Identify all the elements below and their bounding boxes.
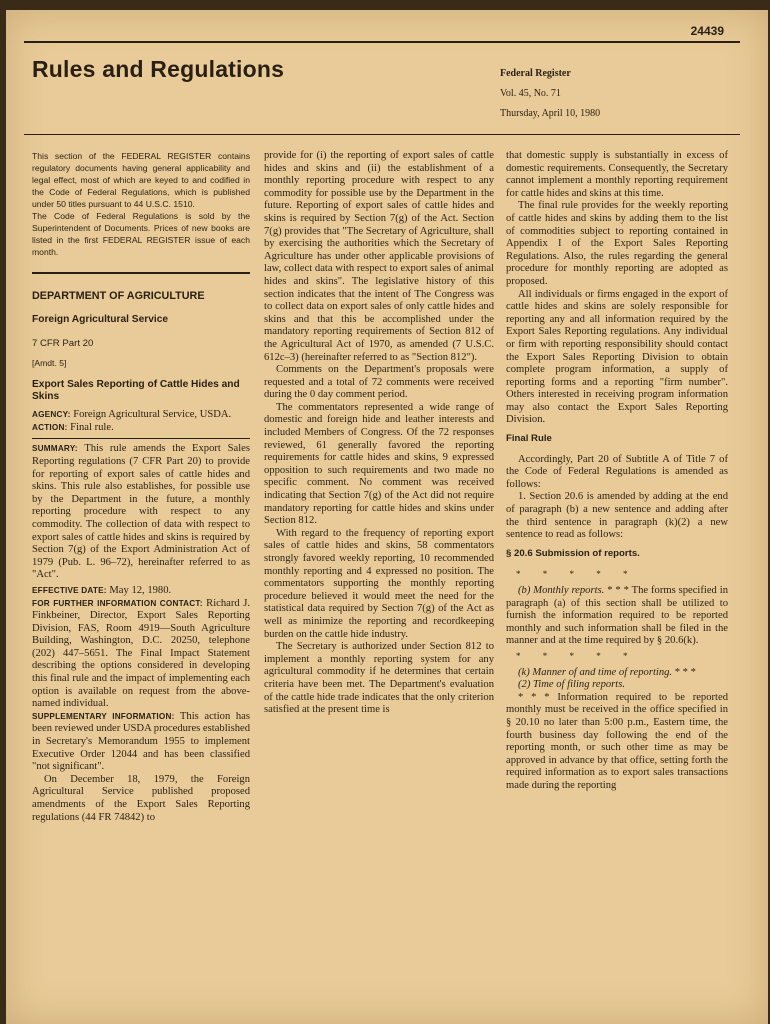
effective-block: [32, 585, 250, 598]
paragraph: 1. Section 20.6 is amended by adding at the end of paragraph (b) a new sentence and adding after the third sentence in paragraph (k)(2) a new sentence to read as follows:: [506, 491, 728, 541]
contact-label: FOR FURTHER INFORMATION CONTACT:: [32, 598, 203, 608]
document-page: [6, 10, 768, 1024]
paragraph: Comments on the Department's proposals were requested and a total of 72 comments were received during the 0 day comment period.: [264, 364, 494, 401]
supplementary-label: SUPPLEMENTARY INFORMATION:: [32, 711, 175, 721]
paragraph-b: [506, 585, 728, 648]
paragraph: All individuals or firms engaged in the export of cattle hides and skins are solely responsible for reporting any and all information required by the Export Sales Reporting regulations. Any individual or firm with reporting responsibility should contact the Export Sales Reporting Division to obtain complete program information, a supply of reporting forms and a reporting "firm number". Others interested in receiving program information may also contact the Export Sales Reporting Division.: [506, 288, 728, 426]
paragraph: provide for (i) the reporting of export sales of cattle hides and skins and (ii) the establishment of a monthly reporting procedure with respect to any commodity for possible use by the Department in the future. Reporting of export sales of cattle hides and skins is required by Section 7(g) of the Act. Section 7(g) provides that "The Secretary of Agriculture, shall by exercising the authorities which the Secretary of Agriculture has under other applicable provisions of law, collect data with respect to export sales of animal hides and skins". The legislative history of this section indicates that the intent of The Congress was to collect data on export sales of only cattle hides and skins and that this be accomplished under the mandatory reporting requirements of Section 812 of the Agricultural Act of 1970, as amended (7 U.S.C. 612c–3) (hereinafter referred to as "Section 812").: [264, 150, 494, 363]
paragraph-k-heading: (k) Manner of and time of reporting.: [518, 666, 673, 678]
summary-label: SUMMARY:: [32, 444, 78, 454]
summary-rule: [32, 438, 250, 439]
effective-text: May 12, 1980.: [109, 584, 172, 596]
masthead-publication: Federal Register: [500, 68, 571, 79]
department-heading: DEPARTMENT OF AGRICULTURE: [32, 290, 205, 302]
action-block: [32, 422, 250, 435]
section-heading: § 20.6 Submission of reports.: [506, 547, 640, 559]
column-3: [506, 150, 728, 1020]
masthead-volume: Vol. 45, No. 71: [500, 88, 561, 99]
paragraph-k2-heading: (2) Time of filing reports.: [518, 679, 626, 691]
paragraph: The Secretary is authorized under Section 812 to implement a monthly reporting system for any agricultural commodity if he determines that certain criteria have been met. The Department's evaluation of the cattle hide trade indicates that the only criterion satisfied at the present time is: [264, 641, 494, 716]
paragraph-b-heading: (b) Monthly reports.: [518, 585, 605, 596]
omission-stars: * * * * *: [516, 650, 638, 661]
column-2: [264, 150, 494, 1020]
paragraph: On December 18, 1979, the Foreign Agricultural Service published proposed amendments of the Export Sales Reporting regulations (44 FR 74842) to: [32, 773, 250, 823]
effective-label: EFFECTIVE DATE:: [32, 585, 107, 595]
column-1: [32, 150, 250, 1020]
paragraph-k2-heading-line: [506, 679, 728, 692]
top-rule: [24, 41, 740, 43]
paragraph-k2: * * * Information required to be reported monthly must be received in the office specified in § 20.10 no later than 5:00 p.m., Eastern time, the fourth business day following the end of the reporting month, or such other time as may be approved in advance by that office, setting forth the required information as to export sales transactions made during the reporting: [506, 691, 728, 791]
section-notice: [32, 150, 250, 258]
summary-block: [32, 443, 250, 582]
paragraph: With regard to the frequency of reporting export sales of cattle hides and skins, 58 commentators strongly favored weekly reporting, 10 recommended monthly reporting and 4 expressed no position. The commentators supporting the monthly reporting procedure believed it would meet the need for the statistical data required by Section 7(g) of the Act as well as minimize the reporting and recordkeeping burden on the cattle hide industry.: [264, 527, 494, 640]
rule-subject: Export Sales Reporting of Cattle Hides and Skins: [32, 379, 240, 403]
paragraph: The commentators represented a wide range of domestic and foreign hide and leather interests and included Members of Congress. Of the 72 responses reviewed, 61 generally favored the reporting requirements for cattle hides and skins, 9 expressed opposition to such requirements and two made no specific comment. No comment was received indicating that Section 7(g) of the Act did not require mandatory reporting for cattle hides and skins under Section 812.: [264, 401, 494, 527]
paragraph: The final rule provides for the weekly reporting of cattle hides and skins by adding them to the list of commodities subject to reporting contained in Appendix I of the Export Sales Reporting Regulations. Also, the rules regarding the general procedure for monthly reporting are adopted as proposed.: [506, 200, 728, 287]
action-text: Final rule.: [70, 421, 114, 433]
contact-text: Richard J. Finkbeiner, Director, Export Sales Reporting Division, FAS, Room 4919—South Agriculture Building, Washington, D.C. 20250, telephone (202) 447–5651. The Final Impact Statement describing the options considered in developing this final rule and the impact of implementing each option is available on request from the above-named individual.: [32, 597, 250, 710]
paragraph: Accordingly, Part 20 of Subtitle A of Title 7 of the Code of Federal Regulations is amended as follows:: [506, 453, 728, 490]
agency-label: AGENCY:: [32, 410, 71, 420]
divider-rule: [32, 272, 250, 274]
cfr-part: 7 CFR Part 20: [32, 338, 94, 349]
paragraph-k-text: * * *: [672, 666, 696, 678]
agency-heading: Foreign Agricultural Service: [32, 314, 169, 325]
paragraph-b-text: * * * The forms specified in paragraph (a) of this section shall be utilized to furnish the information required to be reported monthly and such information shall be filed in the manner and at the time required by § 20.6(k).: [506, 585, 728, 647]
section-title: Rules and Regulations: [32, 56, 285, 82]
contact-block: [32, 598, 250, 711]
header-rule: [24, 134, 740, 135]
summary-text: This rule amends the Export Sales Reporting regulations (7 CFR Part 20) to provide for reporting of export sales of cattle hides and skins. This rule also establishes, for possible use by the Department in the future, a monthly reporting procedure with respect to any commodity. The collection of data with respect to export sales of cattle hides and skins is required by Section 7(g) of the Export Administration Act of 1979 (Pub. L. 96–72), hereinafter referred to as "Act".: [32, 443, 250, 581]
masthead: [500, 64, 600, 124]
supplementary-text: This action has been reviewed under USDA procedures established in Secretary's Memorandum 1955 to implement Executive Order 12044 and has been classified "not significant".: [32, 710, 250, 773]
notice-text: This section of the FEDERAL REGISTER contains regulatory documents having general applicability and legal effect, most of which are keyed to and codified in the Code of Federal Regulations, which is published under 50 titles pursuant to 44 U.S.C. 1510.: [32, 151, 250, 209]
agency-block: [32, 409, 250, 422]
final-rule-heading: Final Rule: [506, 433, 552, 445]
agency-text: Foreign Agricultural Service, USDA.: [73, 409, 232, 421]
omission-stars: * * * * *: [516, 569, 638, 580]
paragraph-k: [506, 667, 728, 680]
notice-text-2: The Code of Federal Regulations is sold by the Superintendent of Documents. Prices of new books are listed in the first FEDERAL REGISTER issue of each month.: [32, 211, 250, 257]
amendment-number: [Amdt. 5]: [32, 357, 67, 368]
paragraph: that domestic supply is substantially in excess of domestic requirements. Consequently, the Secretary cannot implement a monthly reporting requirement for cattle hides and skins at this time.: [506, 150, 728, 199]
supplementary-block: [32, 711, 250, 774]
masthead-date: Thursday, April 10, 1980: [500, 108, 601, 119]
action-label: ACTION:: [32, 422, 68, 432]
page-number: 24439: [690, 24, 724, 38]
